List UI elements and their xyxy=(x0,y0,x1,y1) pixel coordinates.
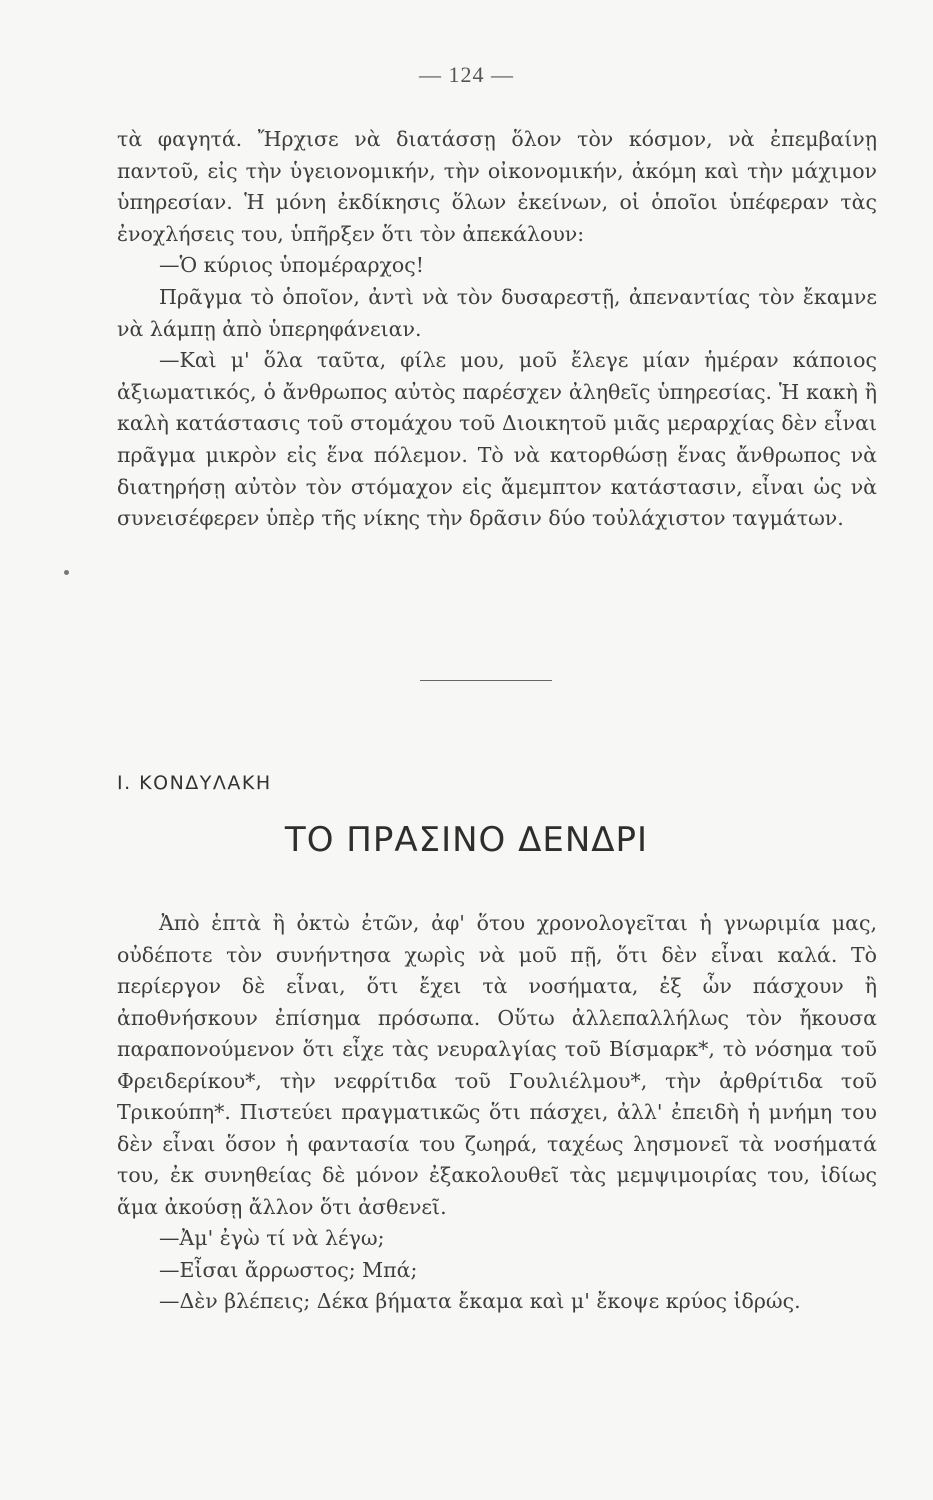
paragraph: —Καὶ μ' ὅλα ταῦτα, φίλε μου, μοῦ ἔλεγε μίαν ἡμέραν κάποιος ἀξιωματικός, ὁ ἄνθρωπος αὐτὸς παρέσχεν ἀληθεῖς ὑπηρεσίας. Ἡ κακὴ ἢ καλὴ κατάστασις τοῦ στομάχου τοῦ Διοικητοῦ μιᾶς μεραρχίας δὲν εἶναι πρᾶγμα μικρὸν εἰς ἕνα πόλεμον. Τὸ νὰ κατορθώσῃ ἕνας ἄνθρωπος νὰ διατηρήσῃ αὐτὸν τὸν στόμαχον εἰς ἄμεμπτον κατάστασιν, εἶναι ὡς νὰ συνεισέφερεν ὑπὲρ τῆς νίκης τὴν δρᾶσιν δύο τοὐλάχιστον ταγμάτων. xyxy=(117,348,877,531)
story-title: ΤΟ ΠΡΑΣΙΝΟ ΔΕΝΔΡΙ xyxy=(284,820,649,860)
paragraph: τὰ φαγητά. Ἤρχισε νὰ διατάσσῃ ὅλον τὸν κόσμον, νὰ ἐπεμβαίνῃ παντοῦ, εἰς τὴν ὑγειονομικήν, τὴν οἰκονομικήν, ἀκόμη καὶ τὴν μάχιμον ὑπηρεσίαν. Ἡ μόνη ἐκδίκησις ὅλων ἐκείνων, οἱ ὁποῖοι ὑπέφεραν τὰς ἐνοχλήσεις του, ὑπῆρξεν ὅτι τὸν ἀπεκάλουν: xyxy=(117,127,877,246)
author-name: Ι. ΚΟΝΔΥΛΑΚΗ xyxy=(117,772,272,794)
section-divider xyxy=(420,680,552,681)
dialogue-line: —Δὲν βλέπεις; Δέκα βήματα ἔκαμα καὶ μ' ἔκοψε κρύος ἱδρώς. xyxy=(159,1289,801,1313)
story-text xyxy=(117,908,877,1318)
margin-mark xyxy=(64,570,69,575)
dialogue-line: —Ἀμ' ἐγὼ τί νὰ λέγω; xyxy=(159,1226,385,1250)
previous-story-text xyxy=(117,124,877,535)
dialogue-line: —Ὁ κύριος ὑπομέραρχος! xyxy=(159,253,424,278)
paragraph: Ἀπὸ ἑπτὰ ἢ ὀκτὼ ἐτῶν, ἀφ' ὅτου χρονολογεῖται ἡ γνωριμία μας, οὐδέποτε τὸν συνήντησα χωρὶς νὰ μοῦ πῇ, ὅτι δὲν εἶναι καλά. Τὸ περίεργον δὲ εἶναι, ὅτι ἔχει τὰ νοσήματα, ἐξ ὧν πάσχουν ἢ ἀποθνήσκουν ἐπίσημα πρόσωπα. Οὕτω ἀλλεπαλλήλως τὸν ἤκουσα παραπονούμενον ὅτι εἶχε τὰς νευραλγίας τοῦ Βίσμαρκ*, τὸ νόσημα τοῦ Φρειδερίκου*, τὴν νεφρίτιδα τοῦ Γουλιέλμου*, τὴν ἀρθρίτιδα τοῦ Τρικούπη*. Πιστεύει πραγματικῶς ὅτι πάσχει, ἀλλ' ἐπειδὴ ἡ μνήμη του δὲν εἶναι ὅσον ἡ φαντασία του ζωηρά, ταχέως λησμονεῖ τὰ νοσήματά του, ἐκ συνηθείας δὲ μόνον ἐξακολουθεῖ τὰς μεμψιμοιρίας του, ἰδίως ἅμα ἀκούσῃ ἄλλον ὅτι ἀσθενεῖ. xyxy=(117,911,877,1219)
dialogue-line: —Εἶσαι ἄρρωστος; Μπά; xyxy=(159,1257,418,1282)
page-number: — 124 — xyxy=(419,62,514,87)
paragraph: Πρᾶγμα τὸ ὁποῖον, ἀντὶ νὰ τὸν δυσαρεστῇ, ἀπεναντίας τὸν ἔκαμνε νὰ λάμπῃ ἀπὸ ὑπερηφάνειαν. xyxy=(117,284,877,341)
